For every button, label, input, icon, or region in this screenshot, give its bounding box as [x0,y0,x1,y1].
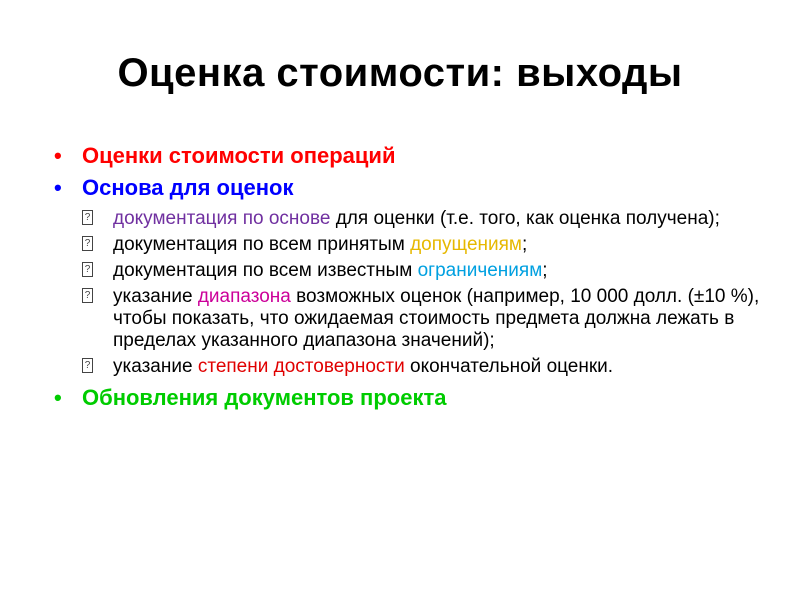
bullet-item-text: Основа для оценок [82,175,294,200]
bullet-list [52,140,772,414]
bullet-item [52,382,772,414]
unknown-glyph-box-icon: ? [82,288,93,303]
sub-bullet-item [52,286,772,352]
sub-bullet-text-part: документация по основе [113,208,331,229]
bullet-dot-icon: • [54,385,62,410]
unknown-glyph-box-icon: ? [82,236,93,251]
sub-bullet-text-part: степени достоверности [197,356,405,377]
bullet-item [52,140,772,172]
sub-bullet-item [52,260,772,282]
sub-bullet-text-part: ограничениям [417,260,543,281]
sub-bullet-item [52,234,772,256]
sub-bullet-text-part: возможных оценок (например, 10 000 долл. (±10 %), чтобы показать, что ожидаемая стоимость предмета должна лежать в пределах указанного диапазона значений); [113,286,760,351]
bullet-dot-icon: • [54,143,62,168]
sub-bullet-text-part: диапазона [197,286,291,307]
sub-bullet-text-part: указание [113,286,198,307]
sub-bullet-text-part: допущениям [410,234,522,255]
unknown-glyph-box-icon: ? [82,210,93,225]
sub-bullet-text-part: окончательной оценки. [404,356,614,377]
sub-bullet-text-part: документация по всем известным [113,260,418,281]
sub-bullet-text-part: указание [113,356,198,377]
slide-title: Оценка стоимости: выходы [117,51,683,95]
bullet-dot-icon: • [54,175,62,200]
unknown-glyph-box-icon: ? [82,358,93,373]
sub-bullet-text-part: ; [542,260,548,281]
bullet-item [52,172,772,204]
bullet-item-text: Оценки стоимости операций [82,143,396,168]
sub-bullet-item [52,356,772,378]
bullet-item-text: Обновления документов проекта [82,385,447,410]
unknown-glyph-box-icon: ? [82,262,93,277]
sub-bullet-text-part: документация по всем принятым [113,234,411,255]
sub-bullet-text-part: для оценки (т.е. того, как оценка получена); [330,208,720,229]
sub-bullet-item [52,208,772,230]
sub-bullet-text-part: ; [521,234,528,255]
